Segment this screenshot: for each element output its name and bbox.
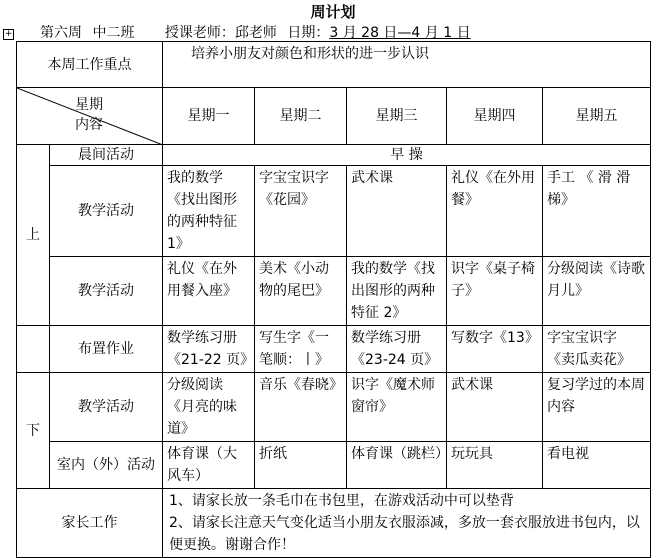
cell-pm1-mon: 分级阅读《月亮的味道》 <box>163 373 255 442</box>
week-label: 第六周 <box>40 25 82 41</box>
indoor-fri: 看电视 <box>543 442 651 489</box>
homework-wed: 数学练习册 《23-24 页》 <box>347 326 447 373</box>
diag-week-label: 星期 <box>75 97 103 113</box>
table-move-handle-icon[interactable]: + <box>4 29 13 39</box>
cell-am1-mon: 我的数学 《找出图形的两种特征 1》 <box>163 166 255 257</box>
focus-label: 本周工作重点 <box>17 42 163 88</box>
date-label: 日期： <box>287 25 330 41</box>
teaching-label-am1: 教学活动 <box>50 166 163 257</box>
day-wednesday: 星期三 <box>347 88 447 145</box>
homework-label: 布置作业 <box>50 326 163 373</box>
day-thursday: 星期四 <box>447 88 543 145</box>
parent-label: 家长工作 <box>17 489 163 558</box>
parent-line-2: 2、请家长注意天气变化适当小朋友衣服添减，多放一套衣服放进书包内，以便更换。谢谢合作！ <box>169 515 640 553</box>
indoor-thu: 玩玩具 <box>447 442 543 489</box>
diag-content-label: 内容 <box>75 117 103 133</box>
cell-pm1-thu: 武术课 <box>447 373 543 442</box>
day-tuesday: 星期二 <box>255 88 347 145</box>
homework-tue: 写生字《一笔顺：丨》 <box>255 326 347 373</box>
day-friday: 星期五 <box>543 88 651 145</box>
am-label: 上 <box>17 145 50 326</box>
cell-am2-wed: 我的数学《找出图形的两种特征 2》 <box>347 257 447 326</box>
indoor-label: 室内（外）活动 <box>50 442 163 489</box>
cell-pm1-wed: 识字《魔术师窗帘》 <box>347 373 447 442</box>
morning-label: 晨间活动 <box>50 145 163 166</box>
cell-am2-mon: 礼仪《在外用餐入座》 <box>163 257 255 326</box>
cell-pm1-tue: 音乐《春晓》 <box>255 373 347 442</box>
day-monday: 星期一 <box>163 88 255 145</box>
page-title: 周计划 <box>310 3 356 21</box>
homework-fri: 字宝宝识字 《卖瓜卖花》 <box>543 326 651 373</box>
homework-spacer <box>17 326 50 373</box>
parent-line-1: 1、请家长放一条毛巾在书包里，在游戏活动中可以垫背 <box>169 493 514 509</box>
teaching-label-pm: 教学活动 <box>50 373 163 442</box>
indoor-wed: 体育课（跳栏） <box>347 442 447 489</box>
morning-text: 早 操 <box>163 145 651 166</box>
homework-thu: 写数字《13》 <box>447 326 543 373</box>
homework-mon: 数学练习册 《21-22 页》 <box>163 326 255 373</box>
cell-pm1-fri: 复习学过的本周内容 <box>543 373 651 442</box>
cell-am2-fri: 分级阅读《诗歌 月儿》 <box>543 257 651 326</box>
weekly-plan-table <box>16 41 651 558</box>
indoor-mon: 体育课（大风车） <box>163 442 255 489</box>
indoor-tue: 折纸 <box>255 442 347 489</box>
header-info <box>40 22 477 42</box>
cell-am2-thu: 识字《桌子椅子》 <box>447 257 543 326</box>
cell-am1-tue: 字宝宝识字 《花园》 <box>255 166 347 257</box>
cell-am1-thu: 礼仪《在外用餐》 <box>447 166 543 257</box>
focus-text: 培养小朋友对颜色和形状的进一步认识 <box>163 42 651 88</box>
teacher-label: 授课老师：邱老师 <box>164 25 277 41</box>
cell-am1-fri: 手工 《 滑 滑 梯》 <box>543 166 651 257</box>
cell-am1-wed: 武术课 <box>347 166 447 257</box>
date-value: 3 月 28 日—4 月 1 日 <box>329 25 471 41</box>
cell-am2-tue: 美术《小动物的尾巴》 <box>255 257 347 326</box>
class-label: 中二班 <box>92 25 135 41</box>
diagonal-header-cell <box>17 88 163 145</box>
pm-label: 下 <box>17 373 50 489</box>
teaching-label-am2: 教学活动 <box>50 257 163 326</box>
